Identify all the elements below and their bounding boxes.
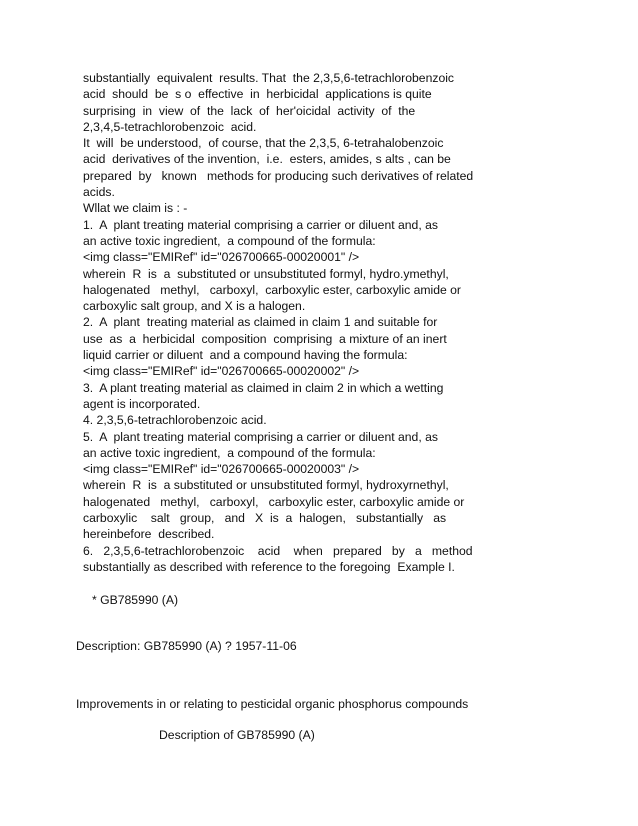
text-line: 3. A plant treating material as claimed in claim 2 in which a wetting [83, 380, 444, 395]
text-line: <img class="EMIRef" id="026700665-00020002" /> [83, 364, 360, 379]
text-line: hereinbefore described. [83, 527, 215, 542]
text-line: an active toxic ingredient, a compound of the formula: [83, 445, 376, 460]
text-line: <img class="EMIRef" id="026700665-00020001" /> [83, 250, 360, 265]
text-line: <img class="EMIRef" id="026700665-00020003" /> [83, 462, 360, 477]
text-line: carboxylic salt group, and X is a halogen. [83, 299, 306, 314]
patent-reference: * GB785990 (A) [92, 593, 179, 607]
text-line: halogenated methyl, carboxyl, carboxylic ester, carboxylic amide or [83, 494, 465, 509]
text-line: acid derivatives of the invention, i.e. esters, amides, s alts , can be [83, 152, 451, 167]
text-line: liquid carrier or diluent and a compound having the formula: [83, 348, 408, 363]
description-date-line: Description: GB785990 (A) ? 1957-11-06 [76, 639, 297, 653]
text-line: substantially equivalent results. That the 2,3,5,6-tetrachlorobenzoic [83, 71, 455, 85]
text-line: wherein R is a substituted or unsubstituted formyl, hydro.ymethyl, [83, 266, 449, 281]
description-heading: Description of GB785990 (A) [159, 728, 315, 742]
patent-title: Improvements in or relating to pesticidal organic phosphorus compounds [76, 697, 469, 711]
text-line: 4. 2,3,5,6-tetrachlorobenzoic acid. [83, 413, 267, 428]
text-line: It will be understood, of course, that the 2,3,5, 6-tetrahalobenzoic [83, 136, 444, 151]
text-line: 2. A plant treating material as claimed in claim 1 and suitable for [83, 315, 438, 330]
text-line: 2,3,4,5-tetrachlorobenzoic acid. [83, 119, 257, 134]
text-line: agent is incorporated. [83, 396, 201, 411]
text-line: 5. A plant treating material comprising a carrier or diluent and, as [83, 429, 438, 444]
text-line: halogenated methyl, carboxyl, carboxylic ester, carboxylic amide or [83, 282, 461, 297]
text-line: use as a herbicidal composition comprising a mixture of an inert [83, 331, 447, 346]
text-line: substantially as described with reference to the foregoing Example I. [83, 559, 455, 574]
text-line: Wllat we claim is : - [83, 201, 188, 216]
text-line: acids. [83, 185, 115, 200]
text-line: acid should be s o effective in herbicidal applications is quite [83, 87, 432, 102]
text-line: 1. A plant treating material comprising a carrier or diluent and, as [83, 217, 438, 232]
text-line: 6. 2,3,5,6-tetrachlorobenzoic acid when prepared by a method [83, 543, 473, 558]
text-line: an active toxic ingredient, a compound of the formula: [83, 233, 376, 248]
claims-text-block [83, 70, 553, 575]
text-line: wherein R is a substituted or unsubstituted formyl, hydroxyrnethyl, [83, 478, 449, 493]
text-line: carboxylic salt group, and X is a halogen, substantially as [83, 511, 447, 526]
text-line: surprising in view of the lack of her'oicidal activity of the [83, 103, 416, 118]
text-line: prepared by known methods for producing such derivatives of related [83, 168, 474, 183]
